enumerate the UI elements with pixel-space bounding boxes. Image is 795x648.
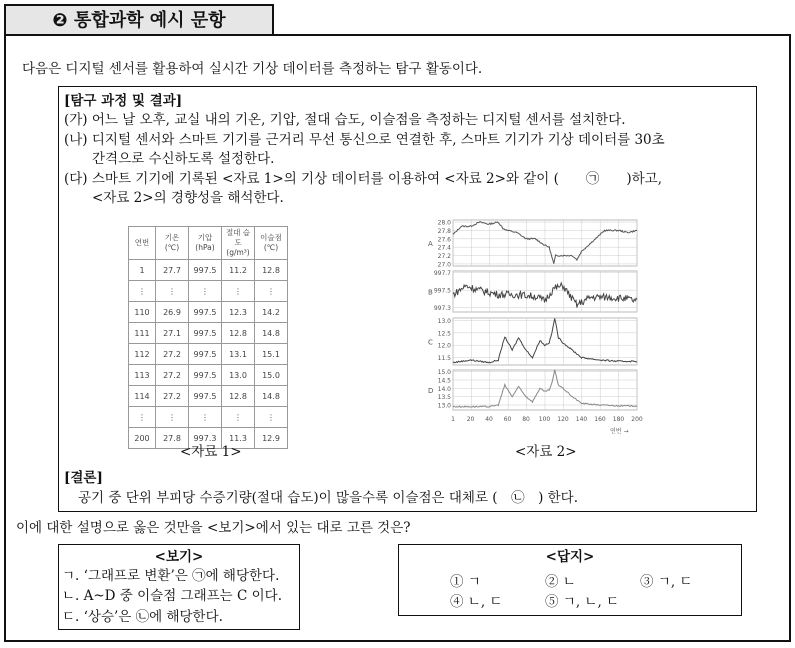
y-tick-label: 14.5 <box>437 377 451 385</box>
answer-option-2[interactable]: ② ㄴ <box>545 574 576 590</box>
table-cell: 14.2 <box>255 302 288 323</box>
table-cell: 997.5 <box>189 302 222 323</box>
table-row <box>129 407 288 428</box>
y-tick-label: 27.0 <box>437 261 451 269</box>
table-header-line: 기압 <box>197 233 213 242</box>
step-da-cont: <자료 2>의 경향성을 해석한다. <box>92 190 284 206</box>
weather-chart <box>410 212 660 437</box>
y-tick-label: 27.2 <box>437 253 451 261</box>
table-cell: 12.8 <box>222 323 255 344</box>
table-header-line: 기온 <box>164 233 180 242</box>
table-row <box>129 365 288 386</box>
table-cell: 997.5 <box>189 344 222 365</box>
table-cell: 11.2 <box>222 260 255 281</box>
table-cell: 12.8 <box>255 260 288 281</box>
x-tick-label: 120 <box>557 416 569 423</box>
answer-option-4[interactable]: ④ ㄴ, ㄷ <box>450 594 503 610</box>
y-tick-label: 997.7 <box>433 270 451 278</box>
bogi-title: <보기> <box>154 549 204 565</box>
table-cell: 997.5 <box>189 323 222 344</box>
y-tick-label: 12.0 <box>437 342 451 350</box>
y-tick-label: 13.0 <box>437 402 451 410</box>
table-cell: 997.5 <box>189 365 222 386</box>
series-label: D <box>428 387 434 395</box>
table-header <box>189 227 222 260</box>
table-cell: 1 <box>129 260 156 281</box>
table-header-line: (hPa) <box>195 243 215 252</box>
bogi-item-3: ㄷ. ‘상승’은 ㉡에 해당한다. <box>62 609 223 625</box>
question-text: 이에 대한 설명으로 옳은 것만을 <보기>에서 있는 대로 고른 것은? <box>16 520 411 536</box>
intro-text: 다음은 디지털 센서를 활용하여 실시간 기상 데이터를 측정하는 탐구 활동이다. <box>22 61 483 77</box>
table-row <box>129 260 288 281</box>
table-cell: ⋮ <box>222 407 255 428</box>
step-da: (다) 스마트 기기에 기록된 <자료 1>의 기상 데이터를 이용하여 <자료 2>와 같이 ( ㉠ )하고, <box>64 171 663 187</box>
table-cell: ⋮ <box>255 281 288 302</box>
y-tick-label: 27.4 <box>437 244 451 252</box>
table-cell: 13.0 <box>222 365 255 386</box>
y-tick-label: 27.8 <box>437 227 451 235</box>
table-row <box>129 302 288 323</box>
table-header-line: (℃) <box>164 243 180 252</box>
table-header-line: 연번 <box>134 238 150 247</box>
step-na: (나) 디지털 센서와 스마트 기기를 근거리 무선 통신으로 연결한 후, 스마트 기기가 기상 데이터를 30초 <box>64 132 665 148</box>
table-cell: 997.5 <box>189 260 222 281</box>
table-cell: ⋮ <box>255 407 288 428</box>
table-cell: 27.7 <box>156 260 189 281</box>
x-tick-label: 80 <box>522 416 530 423</box>
x-tick-label: 200 <box>631 416 643 423</box>
y-tick-label: 997.5 <box>433 287 451 295</box>
x-tick-label: 1 <box>451 416 455 423</box>
table-header-line: 이슬점 <box>260 233 282 242</box>
y-tick-label: 11.5 <box>437 355 451 363</box>
table-cell: ⋮ <box>189 281 222 302</box>
x-tick-label: 180 <box>612 416 625 423</box>
table-cell: ⋮ <box>129 407 156 428</box>
table-cell: 997.3 <box>189 428 222 449</box>
table-header <box>129 227 156 260</box>
table-header-line: 절대 습도 <box>225 228 251 247</box>
series-label: B <box>428 288 433 297</box>
bogi-item-2: ㄴ. A~D 중 이슬점 그래프는 C 이다. <box>62 588 282 604</box>
table-cell: 27.8 <box>156 428 189 449</box>
series-label: A <box>428 240 433 248</box>
table-cell: ⋮ <box>189 407 222 428</box>
table-cell: 15.1 <box>255 344 288 365</box>
table-cell: 200 <box>129 428 156 449</box>
table-row <box>129 386 288 407</box>
y-tick-label: 13.0 <box>437 317 451 325</box>
x-tick-label: 20 <box>466 416 475 423</box>
y-tick-label: 15.0 <box>437 369 451 377</box>
section-header: ❷ 통합과학 예시 문항 <box>4 4 274 36</box>
table-row <box>129 281 288 302</box>
table-cell: 112 <box>129 344 156 365</box>
y-tick-label: 997.3 <box>433 305 451 313</box>
x-tick-label: 40 <box>485 416 493 423</box>
answer-option-1[interactable]: ① ㄱ <box>450 574 481 590</box>
table-cell: 27.1 <box>156 323 189 344</box>
table-row <box>129 344 288 365</box>
table-cell: ⋮ <box>156 281 189 302</box>
answer-title: <답지> <box>545 549 595 565</box>
table-cell: 12.3 <box>222 302 255 323</box>
x-tick-label: 140 <box>575 416 588 423</box>
table-cell: 12.8 <box>222 386 255 407</box>
table-cell: ⋮ <box>129 281 156 302</box>
x-tick-label: 100 <box>538 416 551 423</box>
table-cell: 27.2 <box>156 344 189 365</box>
process-title: [탐구 과정 및 결과] <box>64 93 183 109</box>
table-header-line: (g/m³) <box>226 248 250 257</box>
x-axis-label: 연번 → <box>610 428 629 435</box>
table-cell: 114 <box>129 386 156 407</box>
answer-option-5[interactable]: ⑤ ㄱ, ㄴ, ㄷ <box>545 594 620 610</box>
bogi-item-1: ㄱ. ‘그래프로 변환’은 ㉠에 해당한다. <box>62 568 280 584</box>
table-cell: 12.9 <box>255 428 288 449</box>
table-row <box>129 323 288 344</box>
table-header-line: (℃) <box>263 243 279 252</box>
table-cell: 110 <box>129 302 156 323</box>
table-caption: <자료 1> <box>180 444 242 460</box>
conclusion-text: 공기 중 단위 부피당 수증기량(절대 습도)이 많을수록 이슬점은 대체로 ( ㉡ ) 한다. <box>78 490 579 506</box>
y-tick-label: 28.0 <box>437 219 451 227</box>
y-tick-label: 12.5 <box>437 330 451 338</box>
table-cell: 13.1 <box>222 344 255 365</box>
table-cell: 997.5 <box>189 386 222 407</box>
step-na-cont: 간격으로 수신하도록 설정한다. <box>92 151 275 167</box>
table-cell: 113 <box>129 365 156 386</box>
y-tick-label: 14.0 <box>437 385 451 393</box>
table-cell: ⋮ <box>222 281 255 302</box>
conclusion-title: [결론] <box>64 470 103 486</box>
table-cell: 14.8 <box>255 323 288 344</box>
table-cell: 11.3 <box>222 428 255 449</box>
table-cell: 27.2 <box>156 386 189 407</box>
x-tick-label: 160 <box>594 416 606 423</box>
table-cell: 15.0 <box>255 365 288 386</box>
data-table <box>128 226 288 449</box>
table-cell: ⋮ <box>156 407 189 428</box>
step-ga: (가) 어느 날 오후, 교실 내의 기온, 기압, 절대 습도, 이슬점을 측정하는 디지털 센서를 설치한다. <box>64 112 626 128</box>
table-header <box>156 227 189 260</box>
table-cell: 14.8 <box>255 386 288 407</box>
chart-caption: <자료 2> <box>515 444 577 460</box>
answer-option-3[interactable]: ③ ㄱ, ㄷ <box>640 574 693 590</box>
x-tick-label: 60 <box>503 416 512 423</box>
table-cell: 26.9 <box>156 302 189 323</box>
y-tick-label: 13.5 <box>437 394 451 402</box>
table-cell: 111 <box>129 323 156 344</box>
series-label: C <box>428 338 433 347</box>
y-tick-label: 27.6 <box>437 236 451 244</box>
table-cell: 27.2 <box>156 365 189 386</box>
table-header <box>255 227 288 260</box>
table-header <box>222 227 255 260</box>
